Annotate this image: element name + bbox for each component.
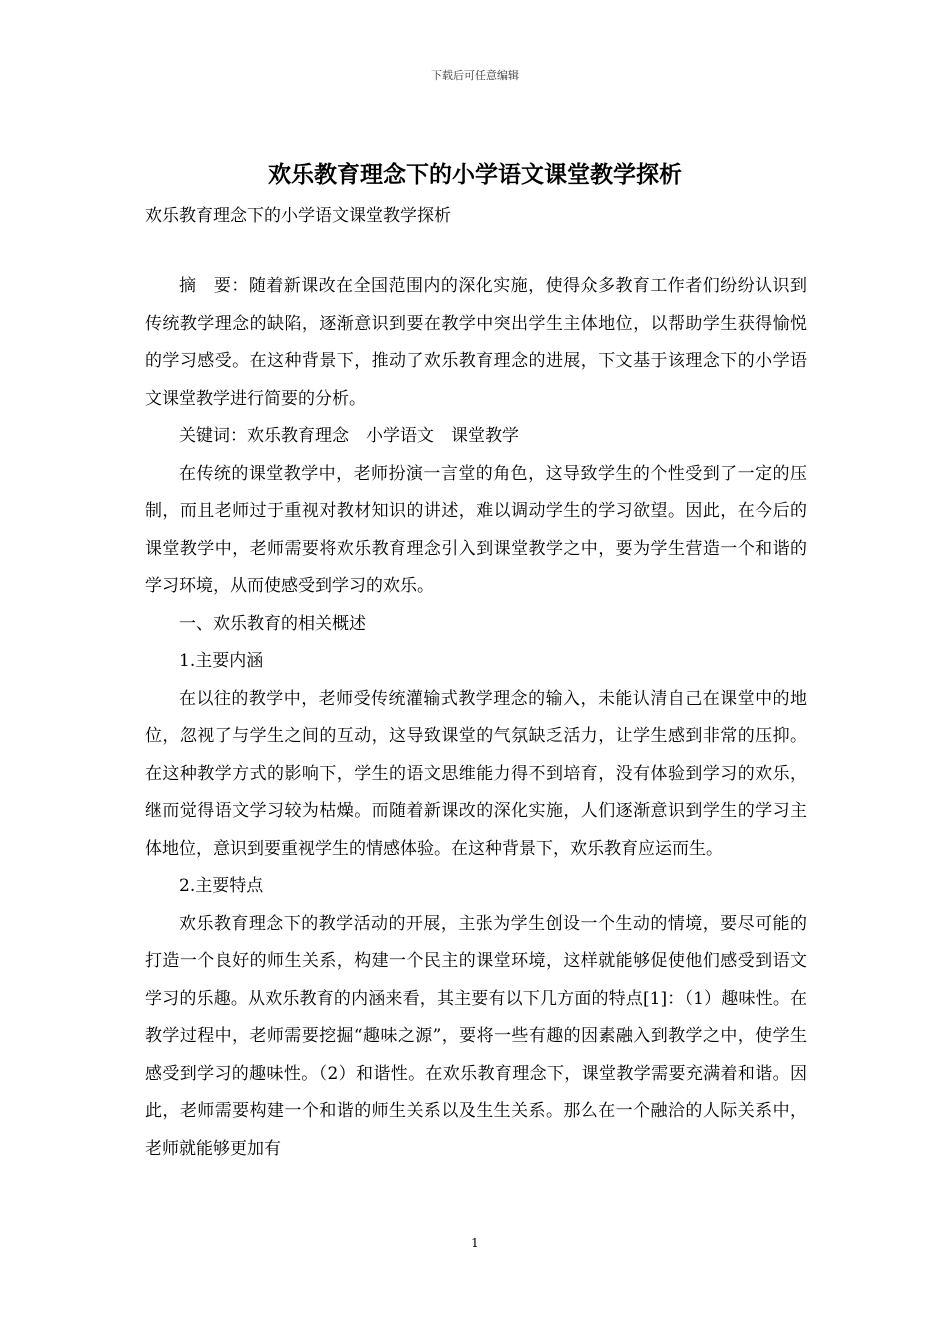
abstract-paragraph: 摘 要：随着新课改在全国范围内的深化实施，使得众多教育工作者们纷纷认识到传统教学理念的缺陷，逐渐意识到要在教学中突出学生主体地位，以帮助学生获得愉悦的学习感受。在这种背景下，推动了欢乐教育理念的进展，下文基于该理念下的小学语文课堂教学进行简要的分析。	[145, 276, 807, 409]
header-note: 下载后可任意编辑	[431, 69, 519, 82]
body-paragraph: 欢乐教育理念下的教学活动的开展，主张为学生创设一个生动的情境，要尽可能的打造一个良好的师生关系，构建一个民主的课堂环境，这样就能够促使他们感受到语文学习的乐趣。从欢乐教育的内涵来看，其主要有以下几方面的特点[1]：（1）趣味性。在教学过程中，老师需要挖掘“趣味之源”，要将一些有趣的因素融入到教学之中，使学生感受到学习的趣味性。（2）和谐性。在欢乐教育理念下，课堂教学需要充满着和谐。因此，老师需要构建一个和谐的师生关系以及生生关系。那么在一个融洽的人际关系中，老师就能够更加有	[145, 913, 807, 1159]
document-title: 欢乐教育理念下的小学语文课堂教学探析	[268, 162, 682, 188]
body-paragraph: 在以往的教学中，老师受传统灌输式教学理念的输入，未能认清自己在课堂中的地位，忽视了与学生之间的互动，这导致课堂的气氛缺乏活力，让学生感到非常的压抑。在这种教学方式的影响下，学生的语文思维能力得不到培育，没有体验到学习的欢乐，继而觉得语文学习较为枯燥。而随着新课改的深化实施，人们逐渐意识到学生的学习主体地位，意识到要重视学生的情感体验。在这种背景下，欢乐教育应运而生。	[145, 688, 807, 859]
page-number: 1	[471, 1236, 479, 1250]
document-subtitle: 欢乐教育理念下的小学语文课堂教学探析	[145, 206, 451, 226]
keywords-paragraph: 关键词：欢乐教育理念 小学语文 课堂教学	[179, 426, 519, 446]
subsection-heading-1-1: 1.主要内涵	[179, 651, 264, 671]
section-heading-1: 一、欢乐教育的相关概述	[179, 613, 366, 634]
subsection-heading-1-2: 2.主要特点	[179, 876, 264, 896]
intro-paragraph: 在传统的课堂教学中，老师扮演一言堂的角色，这导致学生的个性受到了一定的压制，而且老师过于重视对教材知识的讲述，难以调动学生的学习欲望。因此，在今后的课堂教学中，老师需要将欢乐教育理念引入到课堂教学之中，要为学生营造一个和谐的学习环境，从而使感受到学习的欢乐。	[145, 463, 807, 596]
document-body	[145, 268, 807, 1168]
